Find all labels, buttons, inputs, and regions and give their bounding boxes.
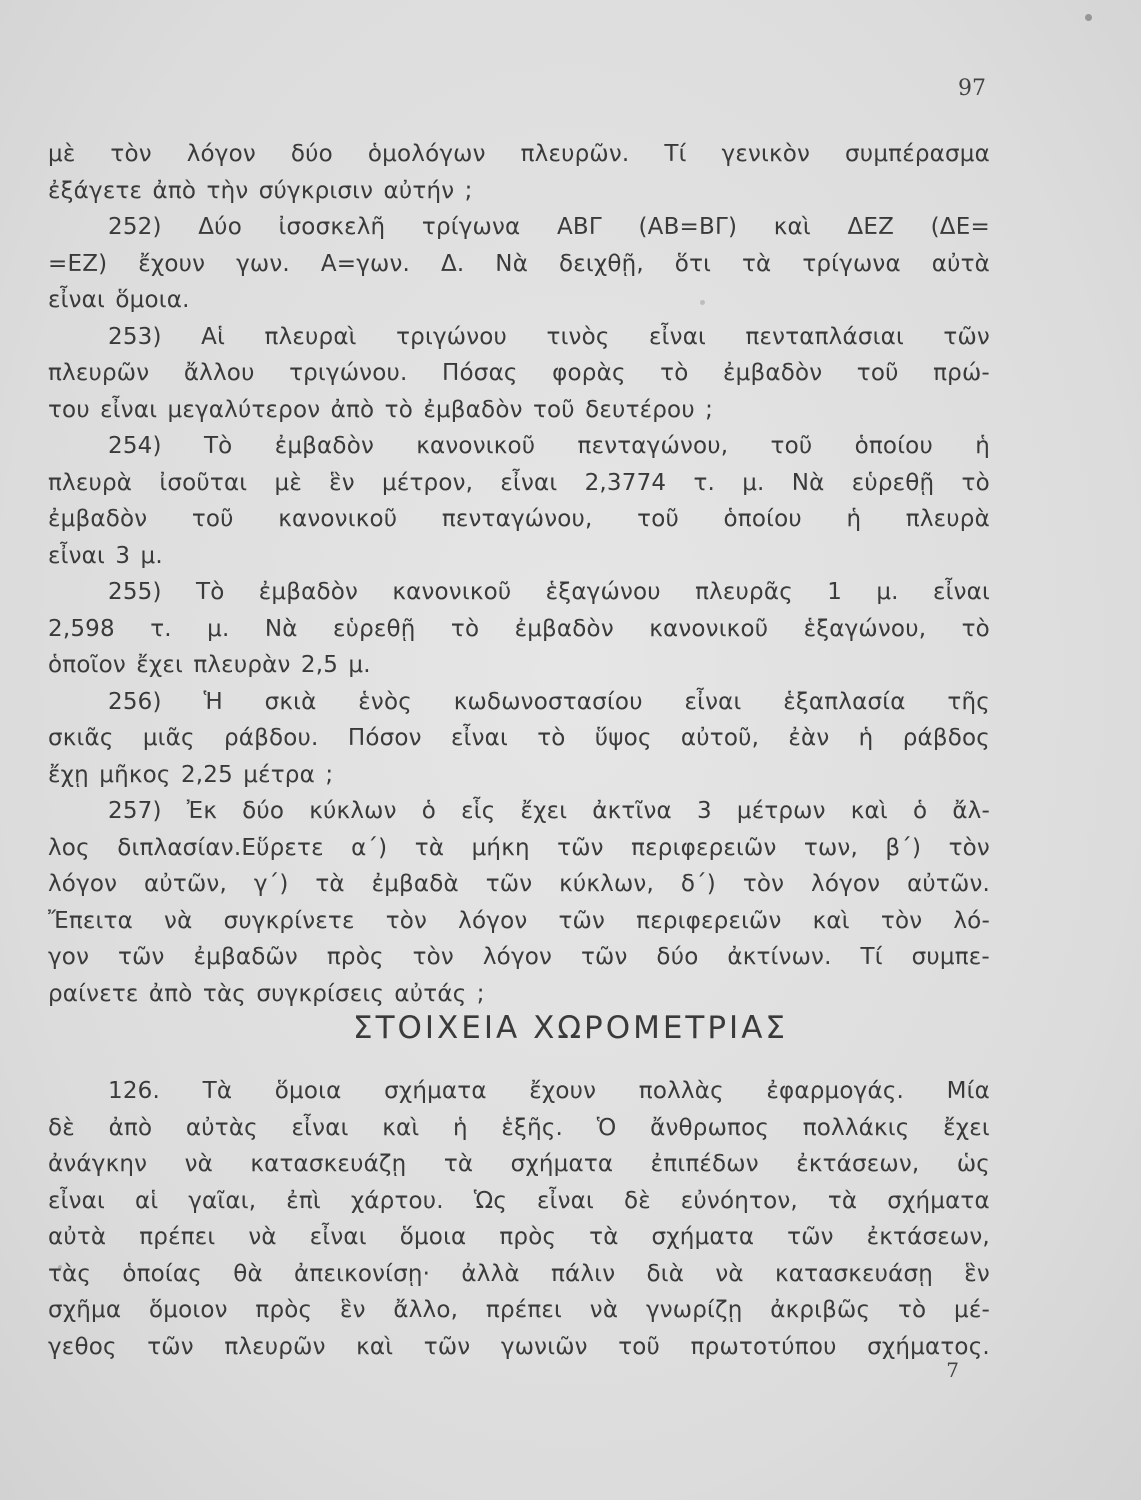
exercises-text-block [48, 136, 990, 1012]
text-line: =ΕΖ) ἔχουν γων. Α=γων. Δ. Νὰ δειχθῇ, ὅτι τὰ τρίγωνα αὐτὰ [48, 250, 990, 277]
text-line: ἀνάγκην νὰ κατασκευάζῃ τὰ σχήματα ἐπιπέδων ἐκτάσεων, ὡς [48, 1151, 990, 1177]
text-line: 252) Δύο ἰσοσκελῆ τρίγωνα ΑΒΓ (ΑΒ=ΒΓ) καὶ ΔΕΖ (ΔΕ= [108, 214, 990, 240]
text-line: ἔχῃ μῆκος 2,25 μέτρα ; [48, 761, 334, 788]
text-line: 253) Αἱ πλευραὶ τριγώνου τινὸς εἶναι πενταπλάσιαι τῶν [108, 323, 990, 350]
text-line: μὲ τὸν λόγον δύο ὁμολόγων πλευρῶν. Τί γενικὸν συμπέρασμα [48, 141, 990, 167]
print-speck [700, 300, 705, 305]
text-line: σχῆμα ὅμοιον πρὸς ἓν ἄλλο, πρέπει νὰ γνωρίζῃ ἀκριβῶς τὸ μέ- [48, 1297, 990, 1323]
text-line: λος διπλασίαν.Εὕρετε α΄) τὰ μήκη τῶν περιφερειῶν των, β΄) τὸν [48, 834, 990, 861]
text-line: εἶναι 3 μ. [48, 542, 163, 569]
text-line: 256) Ἡ σκιὰ ἑνὸς κωδωνοστασίου εἶναι ἑξαπλασία τῆς [108, 688, 990, 715]
print-speck [1085, 14, 1092, 21]
text-line: πλευρῶν ἄλλου τριγώνου. Πόσας φορὰς τὸ ἐμβαδὸν τοῦ πρώ- [48, 360, 990, 386]
text-line: λόγον αὐτῶν, γ΄) τὰ ἐμβαδὰ τῶν κύκλων, δ΄) τὸν λόγον αὐτῶν. [48, 871, 990, 897]
text-line: ἐξάγετε ἀπὸ τὴν σύγκρισιν αὐτήν ; [48, 177, 473, 204]
text-line: ὁποῖον ἔχει πλευρὰν 2,5 μ. [48, 652, 371, 678]
text-line: ραίνετε ἀπὸ τὰς συγκρίσεις αὐτάς ; [48, 980, 485, 1007]
text-line: 254) Τὸ ἐμβαδὸν κανονικοῦ πενταγώνου, τοῦ ὁποίου ἡ [108, 433, 990, 459]
text-line: 126. Τὰ ὅμοια σχήματα ἔχουν πολλὰς ἐφαρμογάς. Μία [108, 1078, 990, 1104]
text-line: εἶναι αἱ γαῖαι, ἐπὶ χάρτου. Ὡς εἶναι δὲ εὐνόητον, τὰ σχήματα [48, 1187, 990, 1214]
print-speck [58, 1265, 62, 1269]
text-line: 257) Ἐκ δύο κύκλων ὁ εἷς ἔχει ἀκτῖνα 3 μέτρων καὶ ὁ ἄλ- [108, 798, 990, 824]
section-paragraph [48, 1073, 990, 1365]
text-line: δὲ ἀπὸ αὐτὰς εἶναι καὶ ἡ ἑξῆς. Ὁ ἄνθρωπος πολλάκις ἔχει [48, 1114, 990, 1141]
text-line: αὐτὰ πρέπει νὰ εἶναι ὅμοια πρὸς τὰ σχήματα τῶν ἐκτάσεων, [48, 1224, 990, 1250]
text-line: 2,598 τ. μ. Νὰ εὑρεθῇ τὸ ἐμβαδὸν κανονικοῦ ἑξαγώνου, τὸ [48, 615, 990, 642]
section-title: ΣΤΟΙΧΕΙΑ ΧΩΡΟΜΕΤΡΙΑΣ [352, 1010, 788, 1046]
text-line: 255) Τὸ ἐμβαδὸν κανονικοῦ ἑξαγώνου πλευρᾶς 1 μ. εἶναι [108, 579, 990, 605]
text-line: πλευρὰ ἰσοῦται μὲ ἓν μέτρον, εἶναι 2,3774 τ. μ. Νὰ εὑρεθῇ τὸ [48, 469, 990, 496]
text-line: τὰς ὁποίας θὰ ἀπεικονίσῃ· ἀλλὰ πάλιν διὰ νὰ κατασκευάσῃ ἓν [48, 1260, 990, 1287]
text-line: ἐμβαδὸν τοῦ κανονικοῦ πενταγώνου, τοῦ ὁποίου ἡ πλευρὰ [48, 506, 990, 532]
text-line: σκιᾶς μιᾶς ράβδου. Πόσον εἶναι τὸ ὕψος αὐτοῦ, ἐὰν ἡ ράβδος [48, 725, 990, 751]
text-line: γον τῶν ἐμβαδῶν πρὸς τὸν λόγον τῶν δύο ἀκτίνων. Τί συμπε- [48, 944, 990, 970]
text-line: εἶναι ὅμοια. [48, 287, 190, 313]
text-line: γεθος τῶν πλευρῶν καὶ τῶν γωνιῶν τοῦ πρωτοτύπου σχήματος. [48, 1333, 990, 1360]
text-line: Ἔπειτα νὰ συγκρίνετε τὸν λόγον τῶν περιφερειῶν καὶ τὸν λό- [48, 907, 990, 934]
text-line: του εἶναι μεγαλύτερον ἀπὸ τὸ ἐμβαδὸν τοῦ δευτέρου ; [48, 396, 714, 423]
page-number: 97 [958, 76, 986, 101]
signature-mark: 7 [946, 1358, 959, 1382]
